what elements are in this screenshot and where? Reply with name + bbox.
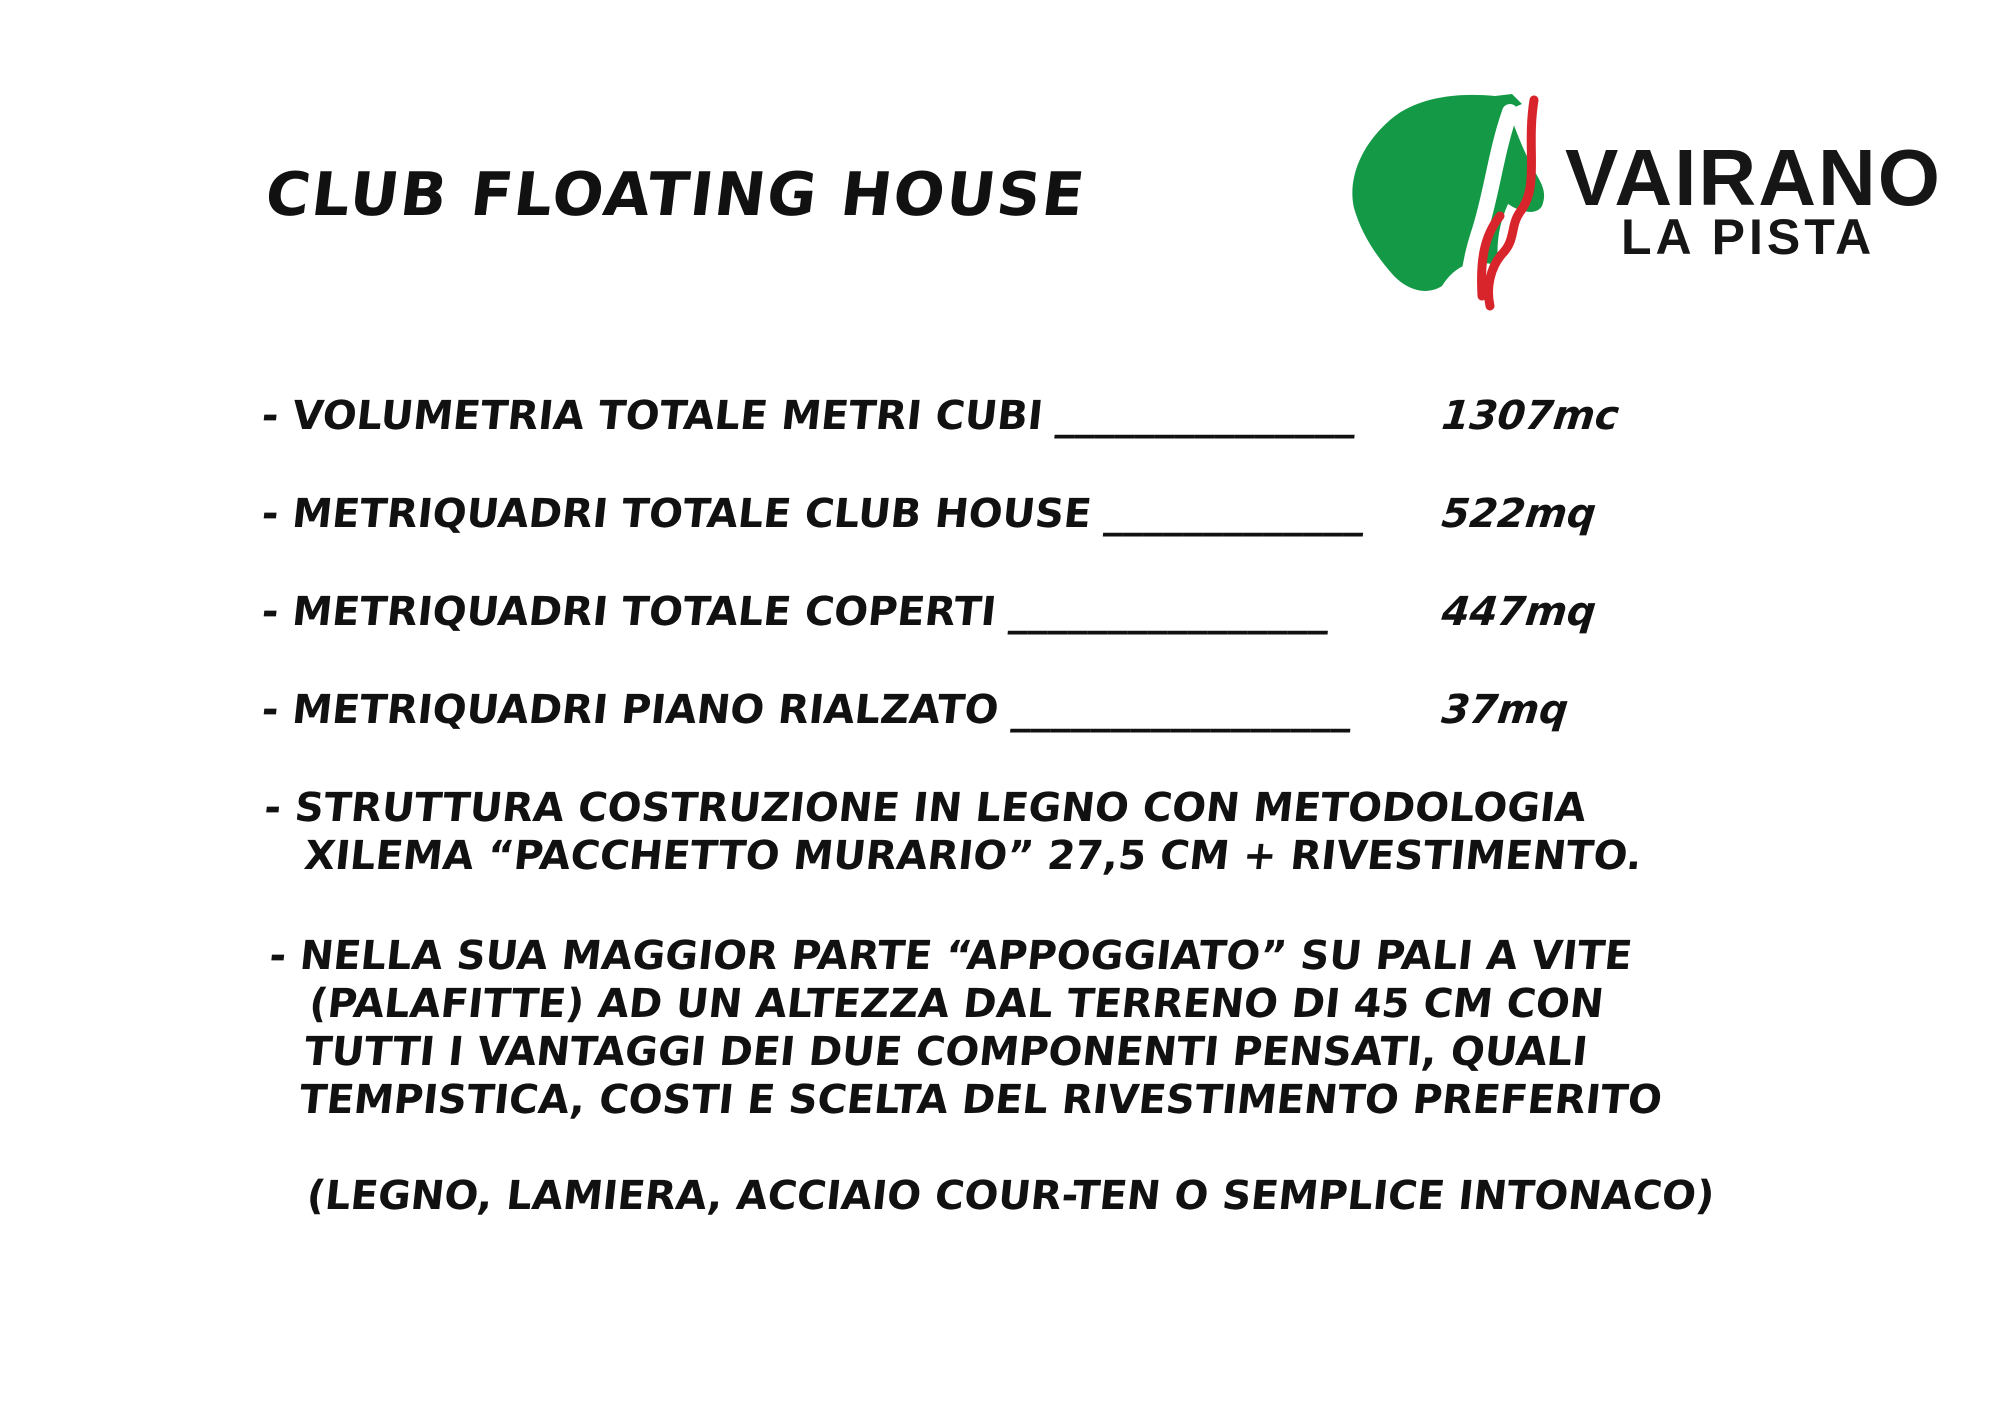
logo-name: VAIRANO <box>1565 133 1942 222</box>
spec-row-volumetria <box>259 392 1622 440</box>
spec-value: 522mq <box>1439 491 1599 537</box>
paragraph-line: - STRUTTURA COSTRUZIONE IN LEGNO CON METODOLOGIA <box>262 785 1589 831</box>
paragraph-line: (PALAFITTE) AD UN ALTEZZA DAL TERRENO DI 45 CM CON <box>307 981 1606 1027</box>
spec-row-piano-rialzato <box>259 686 1571 734</box>
paragraph-line: XILEMA “PACCHETTO MURARIO” 27,5 CM + RIVESTIMENTO. <box>302 833 1645 879</box>
horse-head-icon <box>1320 90 1560 320</box>
paragraph-appoggiato <box>252 932 1680 1124</box>
spec-leader-rule: _____________ <box>1102 491 1368 537</box>
vairano-logo <box>1320 90 1960 320</box>
spec-label: - METRIQUADRI PIANO RIALZATO <box>259 687 1001 733</box>
spec-value: 1307mc <box>1439 393 1622 439</box>
spec-label: - METRIQUADRI TOTALE COPERTI <box>259 589 999 635</box>
spec-leader-rule: _________________ <box>1010 687 1355 733</box>
spec-value: 447mq <box>1439 589 1599 635</box>
spec-leader-rule: ________________ <box>1007 589 1333 635</box>
note-rivestimento: (LEGNO, LAMIERA, ACCIAIO COUR-TEN O SEMPLICE INTONACO) <box>304 1173 1717 1219</box>
spec-value: 37mq <box>1439 687 1571 733</box>
paragraph-line: - NELLA SUA MAGGIOR PARTE “APPOGGIATO” SU PALI A VITE <box>267 933 1635 979</box>
spec-row-coperti <box>259 588 1599 636</box>
spec-row-club-house <box>259 490 1599 538</box>
page-title: CLUB FLOATING HOUSE <box>261 160 1090 230</box>
paragraph-struttura <box>257 784 1649 880</box>
spec-label: - METRIQUADRI TOTALE CLUB HOUSE <box>259 491 1094 537</box>
spec-label: - VOLUMETRIA TOTALE METRI CUBI <box>259 393 1046 439</box>
paragraph-line: TEMPISTICA, COSTI E SCELTA DEL RIVESTIMENTO PREFERITO <box>297 1077 1665 1123</box>
spec-leader-rule: _______________ <box>1054 393 1360 439</box>
paragraph-line: TUTTI I VANTAGGI DEI DUE COMPONENTI PENSATI, QUALI <box>302 1029 1590 1075</box>
logo-subtitle: LA PISTA <box>1621 209 1876 265</box>
